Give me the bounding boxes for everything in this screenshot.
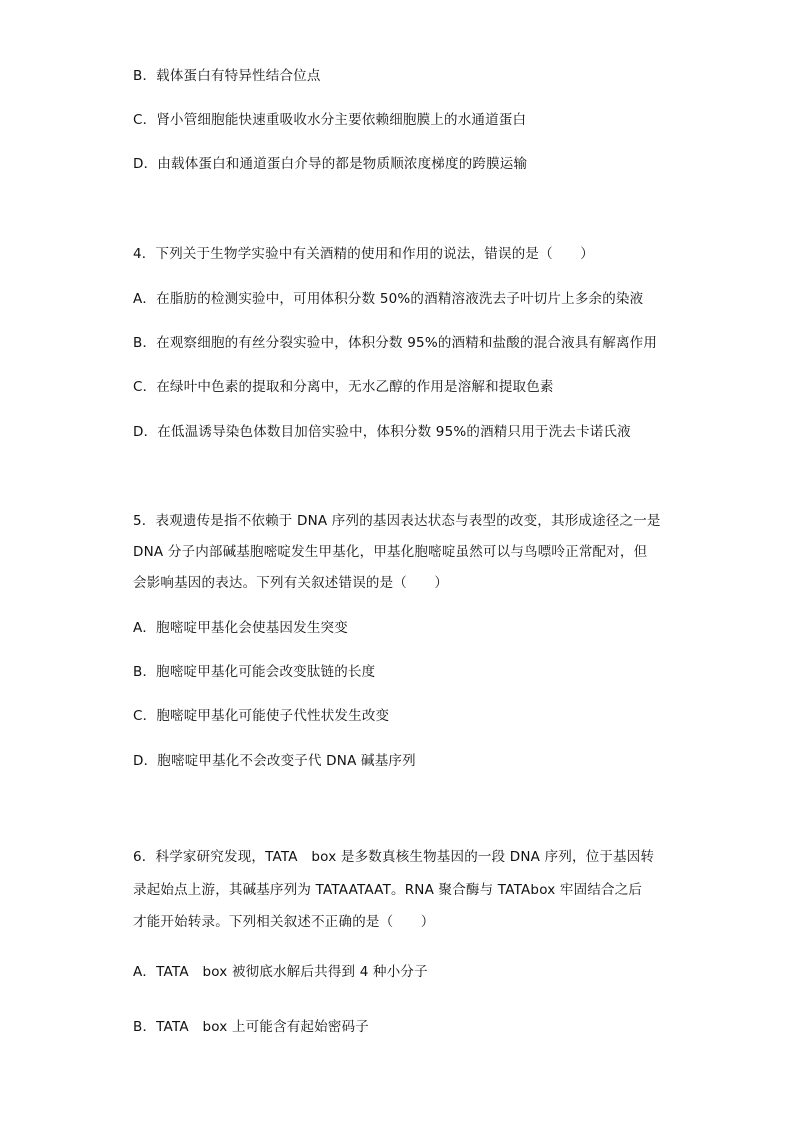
q6-option-b: B．TATA box 上可能含有起始密码子 [133,1019,369,1035]
q5-option-b: B．胞嘧啶甲基化可能会改变肽链的长度 [133,664,376,680]
q4-option-b: B．在观察细胞的有丝分裂实验中，体积分数 95%的酒精和盐酸的混合液具有解离作用 [133,335,658,351]
q4-stem: 4．下列关于生物学实验中有关酒精的使用和作用的说法，错误的是（ ） [133,246,594,262]
q3-option-d: D．由载体蛋白和通道蛋白介导的都是物质顺浓度梯度的跨膜运输 [133,156,528,172]
q5-option-c: C．胞嘧啶甲基化可能使子代性状发生改变 [133,708,390,724]
q5-stem-line-2: DNA 分子内部碱基胞嘧啶发生甲基化，甲基化胞嘧啶虽然可以与鸟嘌呤正常配对，但 [133,544,648,560]
q4-option-d: D．在低温诱导染色体数目加倍实验中，体积分数 95%的酒精只用于洗去卡诺氏液 [133,424,631,440]
q3-option-c: C．肾小管细胞能快速重吸收水分主要依赖细胞膜上的水通道蛋白 [133,112,527,128]
q4-option-c: C．在绿叶中色素的提取和分离中，无水乙醇的作用是溶解和提取色素 [133,379,554,395]
q5-stem-line-3: 会影响基因的表达。下列有关叙述错误的是（ ） [133,575,449,591]
q3-option-b: B．载体蛋白有特异性结合位点 [133,68,321,84]
q5-option-d: D．胞嘧啶甲基化不会改变子代 DNA 碱基序列 [133,753,416,769]
q4-option-a: A．在脂肪的检测实验中，可用体积分数 50%的酒精溶液洗去子叶切片上多余的染液 [133,291,644,307]
q5-stem-line-1: 5．表观遗传是指不依赖于 DNA 序列的基因表达状态与表型的改变，其形成途径之一是 [133,513,661,529]
q6-stem-line-1: 6．科学家研究发现，TATA box 是多数真核生物基因的一段 DNA 序列，位于基因转 [133,849,655,865]
q6-stem-line-2: 录起始点上游，其碱基序列为 TATAATAAT。RNA 聚合酶与 TATAbox 牢固结合之后 [133,882,643,898]
q6-option-a: A．TATA box 被彻底水解后共得到 4 种小分子 [133,964,428,980]
q5-option-a: A．胞嘧啶甲基化会使基因发生突变 [133,620,348,636]
q6-stem-line-3: 才能开始转录。下列相关叙述不正确的是（ ） [133,914,435,930]
